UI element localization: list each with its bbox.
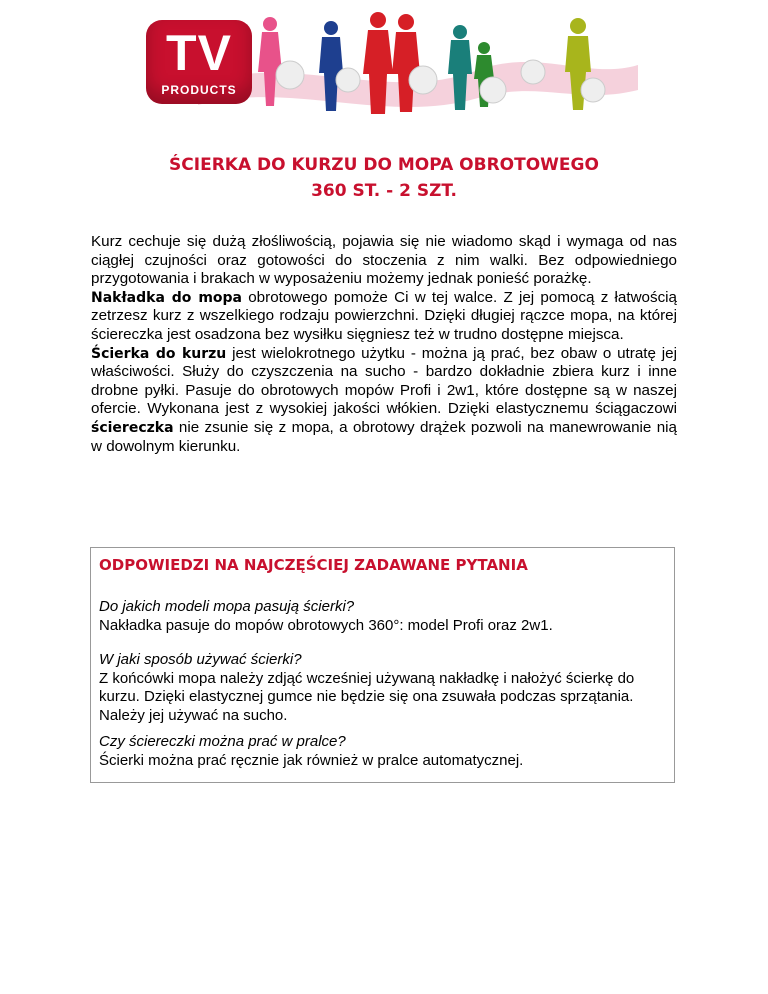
- product-title: [0, 152, 768, 204]
- highlight-scierka: Ścierka do kurzu: [91, 345, 227, 362]
- description-p3-text-end: nie zsunie się z mopa, a obrotowy drążek pozwoli na manewrowanie nią w dowolnym kierunku.: [91, 418, 677, 455]
- title-line-1: ŚCIERKA DO KURZU DO MOPA OBROTOWEGO: [169, 155, 599, 175]
- faq-question: Do jakich modeli mopa pasują ścierki?: [99, 598, 355, 615]
- faq-box: [90, 547, 675, 783]
- description-paragraph-2: [91, 289, 677, 345]
- logo-tv-text: TV: [166, 25, 232, 81]
- product-bubble: [480, 77, 506, 103]
- faq-item: [99, 651, 669, 725]
- faq-item: [99, 733, 669, 770]
- faq-answer: Nakładka pasuje do mopów obrotowych 360°: model Profi oraz 2w1.: [99, 616, 553, 634]
- product-bubble: [581, 78, 605, 102]
- tv-products-logo: [146, 20, 252, 104]
- description-p3-text: jest wielokrotnego użytku - można ją prać, bez obaw o utratę jej właściwości. Służy do czyszczenia na sucho - bardzo dokładnie zbiera kurz i inne drobne pyłki. Pasuje do obrotowych mopów Profi i 2w1, które dostępne są w naszej ofercie. Wykonana jest z wysokiej jakości włókien. Dzięki elastycznemu ściągaczowi: [91, 344, 677, 418]
- logo-products-text: PRODUCTS: [161, 83, 237, 97]
- faq-title: ODPOWIEDZI NA NAJCZĘŚCIEJ ZADAWANE PYTANIA: [99, 556, 528, 574]
- description-p2-text: obrotowego pomoże Ci w tej walce. Z jej pomocą z łatwością zetrzesz kurz z wszelkiego rodzaju powierzchni. Dzięki długiej rączce mopa, na której ściereczka jest osadzona bez wysiłku sięgniesz też w trudno dostępne miejsca.: [91, 288, 677, 343]
- product-bubble: [521, 60, 545, 84]
- faq-item: [99, 598, 669, 635]
- product-bubble: [276, 61, 304, 89]
- title-line-2: 360 ST. - 2 SZT.: [311, 181, 457, 201]
- faq-question: Czy ściereczki można prać w pralce?: [99, 733, 346, 750]
- description-paragraph-3: [91, 345, 677, 457]
- product-bubble: [409, 66, 437, 94]
- description-paragraph-1: Kurz cechuje się dużą złośliwością, pojawia się nie wiadomo skąd i wymaga od nas ciągłej czujności oraz gotowości do stoczenia z nim walki. Bez odpowiedniego przygotowania i brakach w wyposażeniu możemy jednak ponieść porażkę.: [91, 233, 677, 288]
- product-bubble: [336, 68, 360, 92]
- faq-answer: Ścierki można prać ręcznie jak również w pralce automatycznej.: [99, 751, 524, 769]
- faq-answer: Z końcówki mopa należy zdjąć wcześniej używaną nakładkę i nałożyć ścierkę do kurzu. Dzięki elastycznej gumce nie będzie się ona zsuwała podczas sprzątania. Należy jej używać na sucho.: [99, 669, 635, 724]
- product-description: [91, 233, 677, 456]
- highlight-sciereczka: ściereczka: [91, 419, 174, 436]
- faq-question: W jaki sposób używać ścierki?: [99, 651, 302, 668]
- highlight-nakladka: Nakładka do mopa: [91, 289, 242, 306]
